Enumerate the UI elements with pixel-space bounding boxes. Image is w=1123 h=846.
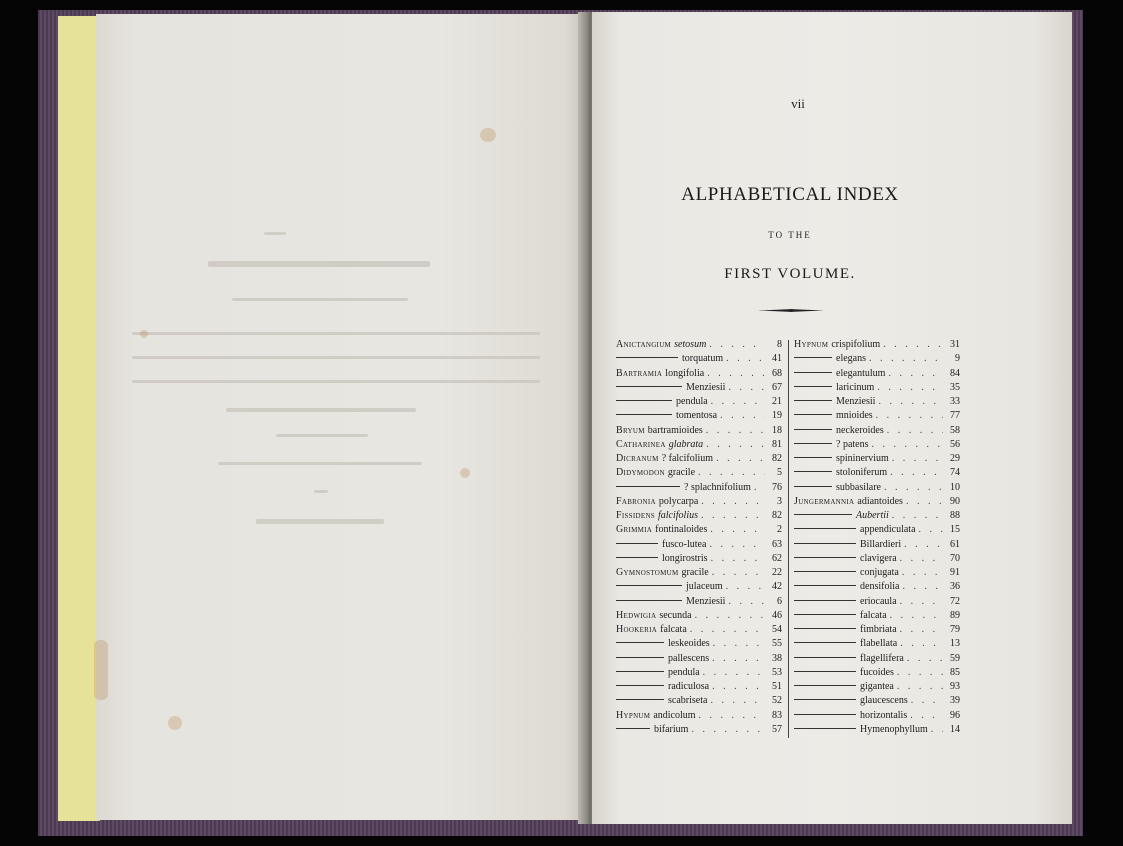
index-entry xyxy=(794,666,960,680)
index-entry xyxy=(616,352,782,366)
dot-leader xyxy=(907,652,943,666)
genus-name: Hedwigia xyxy=(616,609,657,621)
species-name: Billardieri xyxy=(860,538,902,550)
page-reference: 41 xyxy=(772,353,782,365)
dot-leader xyxy=(902,566,943,580)
species-name: flabellata xyxy=(860,638,898,650)
page-reference: 74 xyxy=(950,467,960,479)
dot-leader xyxy=(701,495,765,509)
dot-leader xyxy=(884,481,943,495)
dot-leader xyxy=(707,367,765,381)
page-reference: 21 xyxy=(772,396,782,407)
ditto-dash xyxy=(794,514,852,515)
ditto-dash xyxy=(794,543,856,544)
ditto-dash xyxy=(616,400,672,401)
page-reference: 84 xyxy=(950,367,960,379)
index-entry xyxy=(616,623,782,637)
page-reference: 14 xyxy=(950,723,960,735)
species-name: flagellifera xyxy=(860,652,904,664)
index-entry xyxy=(794,652,960,666)
dot-leader xyxy=(710,694,765,708)
index-entry xyxy=(616,509,782,523)
ditto-dash xyxy=(794,571,856,572)
index-entry xyxy=(616,694,782,708)
dot-leader xyxy=(711,552,765,566)
dot-leader xyxy=(709,538,765,552)
species-name: mnioides xyxy=(836,410,873,422)
genus-name: Gymnostomum xyxy=(616,567,679,578)
dot-leader xyxy=(701,509,765,523)
index-entry xyxy=(794,381,960,395)
ditto-dash xyxy=(794,372,832,373)
dot-leader xyxy=(900,623,943,637)
page-reference: 83 xyxy=(772,709,782,721)
dot-leader xyxy=(699,709,765,723)
page-reference: 82 xyxy=(772,510,782,521)
ditto-dash xyxy=(616,642,664,643)
dot-leader xyxy=(690,623,765,637)
species-name: pendula xyxy=(668,666,700,678)
dot-leader xyxy=(883,338,943,352)
dot-leader xyxy=(911,694,943,708)
title-subtitle: TO THE xyxy=(768,230,812,240)
dot-leader xyxy=(726,352,765,366)
page-reference: 54 xyxy=(772,624,782,635)
dot-leader xyxy=(712,652,765,666)
index-entry xyxy=(616,723,782,737)
page-reference: 53 xyxy=(772,666,782,678)
page-reference: 67 xyxy=(772,381,782,393)
species-name: scabriseta xyxy=(668,695,708,707)
dot-leader xyxy=(892,452,943,466)
dot-leader xyxy=(897,680,943,694)
index-entry xyxy=(616,666,782,680)
page-reference: 93 xyxy=(950,681,960,692)
page-reference: 29 xyxy=(950,453,960,464)
index-entry xyxy=(794,680,960,694)
index-entry xyxy=(794,424,960,438)
species-name: neckeroides xyxy=(836,424,884,436)
dot-leader xyxy=(706,438,765,452)
dot-leader xyxy=(711,395,765,409)
ditto-dash xyxy=(616,557,658,558)
species-name: secunda xyxy=(659,609,692,621)
species-name: ? patens xyxy=(836,438,869,450)
ditto-dash xyxy=(794,400,832,401)
genus-name: Didymodon xyxy=(616,467,665,479)
page-reference: 31 xyxy=(950,339,960,350)
species-name: Menziesii xyxy=(836,396,876,407)
dot-leader xyxy=(691,723,765,737)
species-name: Aubertii xyxy=(856,510,889,521)
species-name: horizontalis xyxy=(860,709,908,721)
page-reference: 35 xyxy=(950,381,960,393)
page-reference: 68 xyxy=(772,367,782,379)
dot-leader xyxy=(728,381,765,395)
genus-name: Jungermannia xyxy=(794,495,855,507)
dot-leader xyxy=(890,466,943,480)
species-name: conjugata xyxy=(860,567,899,578)
page-reference: 5 xyxy=(777,467,782,479)
dot-leader xyxy=(709,338,765,352)
species-name: elegans xyxy=(836,353,866,365)
ditto-dash xyxy=(794,414,832,415)
index-entry xyxy=(616,438,782,452)
ditto-dash xyxy=(616,657,664,658)
species-name: fimbriata xyxy=(860,624,897,635)
ditto-dash xyxy=(616,728,650,729)
species-name: torquatum xyxy=(682,353,724,365)
genus-name: Fissidens xyxy=(616,510,655,521)
ditto-dash xyxy=(794,357,832,358)
ditto-dash xyxy=(616,685,664,686)
ditto-dash xyxy=(616,671,664,672)
dot-leader xyxy=(710,523,765,537)
dot-leader xyxy=(887,424,943,438)
index-entry xyxy=(616,538,782,552)
species-name: adiantoides xyxy=(857,495,903,507)
foxing-spot xyxy=(460,468,470,478)
page-reference: 63 xyxy=(772,538,782,550)
dot-leader xyxy=(720,409,765,423)
index-entry xyxy=(794,566,960,580)
index-entry xyxy=(616,552,782,566)
ditto-dash xyxy=(616,543,658,544)
ditto-dash xyxy=(794,714,856,715)
ditto-dash xyxy=(794,486,832,487)
page-reference: 91 xyxy=(950,567,960,578)
index-entry xyxy=(794,694,960,708)
species-name: longifolia xyxy=(665,367,705,379)
species-name: radiculosa xyxy=(668,681,710,692)
page-reference: 8 xyxy=(777,339,782,350)
page-reference: 79 xyxy=(950,624,960,635)
species-name: longirostris xyxy=(662,552,708,564)
species-name: elegantulum xyxy=(836,367,886,379)
species-name: spininervium xyxy=(836,453,889,464)
index-entry xyxy=(616,566,782,580)
genus-name: Dicranum xyxy=(616,453,659,464)
page-reference: 39 xyxy=(950,695,960,707)
page-reference: 55 xyxy=(772,638,782,650)
page-reference: 70 xyxy=(950,552,960,564)
species-name: falcifolius xyxy=(658,510,698,521)
species-name: stoloniferum xyxy=(836,467,888,479)
index-entry xyxy=(616,495,782,509)
index-entry xyxy=(794,495,960,509)
dot-leader xyxy=(900,552,943,566)
page-reference: 42 xyxy=(772,581,782,593)
index-entry xyxy=(616,637,782,651)
species-name: fucoides xyxy=(860,666,894,678)
dot-leader xyxy=(869,352,943,366)
page-reference: 88 xyxy=(950,510,960,521)
species-name: densifolia xyxy=(860,581,900,593)
genus-name: Fabronia xyxy=(616,495,656,507)
ditto-dash xyxy=(616,386,682,387)
dot-leader xyxy=(890,609,943,623)
column-divider xyxy=(788,340,789,738)
dot-leader xyxy=(877,381,943,395)
index-entry xyxy=(616,466,782,480)
genus-name: Bartramia xyxy=(616,367,663,379)
species-name: gracile xyxy=(667,467,696,479)
page-reference: 2 xyxy=(777,524,782,536)
index-entry xyxy=(616,338,782,352)
index-entry xyxy=(794,481,960,495)
dot-leader xyxy=(902,580,943,594)
species-name: subbasilare xyxy=(836,481,881,493)
ditto-dash xyxy=(794,557,856,558)
ditto-dash xyxy=(794,628,856,629)
genus-name: Hypnum xyxy=(794,339,829,350)
page-reference: 3 xyxy=(777,495,782,507)
species-name: tomentosa xyxy=(676,410,718,422)
index-entry xyxy=(794,438,960,452)
ditto-dash xyxy=(794,728,856,729)
dot-leader xyxy=(888,367,943,381)
species-name: ? falcifolium xyxy=(661,453,714,464)
dot-leader xyxy=(904,538,943,552)
left-page xyxy=(96,14,584,820)
dot-leader xyxy=(876,409,943,423)
index-entry xyxy=(616,395,782,409)
dot-leader xyxy=(897,666,943,680)
page-reference: 6 xyxy=(777,595,782,607)
ditto-dash xyxy=(794,657,856,658)
ditto-dash xyxy=(616,600,682,601)
species-name: leskeoides xyxy=(668,638,710,650)
genus-name: Hypnum xyxy=(616,709,651,721)
species-name: glabrata xyxy=(668,438,704,450)
page-reference: 15 xyxy=(950,524,960,536)
page-reference: 52 xyxy=(772,695,782,707)
index-entry xyxy=(794,338,960,352)
species-name: andicolum xyxy=(653,709,696,721)
dot-leader xyxy=(703,666,765,680)
index-entry xyxy=(794,352,960,366)
index-entry xyxy=(794,523,960,537)
species-name: eriocaula xyxy=(860,595,897,607)
page-reference: 85 xyxy=(950,666,960,678)
index-entry xyxy=(616,367,782,381)
genus-name: Catharinea xyxy=(616,438,666,450)
page-reference: 38 xyxy=(772,652,782,664)
dot-leader xyxy=(910,709,943,723)
page-reference: 62 xyxy=(772,552,782,564)
index-entry xyxy=(616,424,782,438)
foxing-spot xyxy=(140,330,148,338)
page-reference: 22 xyxy=(772,567,782,578)
page-reference: 9 xyxy=(955,353,960,365)
page-reference: 51 xyxy=(772,681,782,692)
dot-leader xyxy=(900,595,943,609)
index-entry xyxy=(794,552,960,566)
ditto-dash xyxy=(794,699,856,700)
dot-leader xyxy=(712,566,765,580)
genus-name: Bryum xyxy=(616,424,645,436)
index-entry xyxy=(794,538,960,552)
page-reference: 89 xyxy=(950,609,960,621)
page-reference: 58 xyxy=(950,424,960,436)
ditto-dash xyxy=(794,457,832,458)
page-reference: 72 xyxy=(950,595,960,607)
dot-leader xyxy=(695,609,765,623)
page-reference: 36 xyxy=(950,581,960,593)
index-entry xyxy=(794,452,960,466)
dot-leader xyxy=(900,637,943,651)
species-name: fusco-lutea xyxy=(662,538,707,550)
page-number: vii xyxy=(791,96,805,111)
page-reference: 96 xyxy=(950,709,960,721)
ditto-dash xyxy=(616,414,672,415)
index-entry xyxy=(616,580,782,594)
species-name: crispifolium xyxy=(831,339,881,350)
page-reference: 19 xyxy=(772,410,782,422)
genus-name: Hookeria xyxy=(616,624,658,635)
page-reference: 57 xyxy=(772,723,782,735)
dot-leader xyxy=(706,424,765,438)
ditto-dash xyxy=(616,486,680,487)
page-reference: 56 xyxy=(950,438,960,450)
page-reference: 46 xyxy=(772,609,782,621)
species-name: polycarpa xyxy=(658,495,699,507)
ditto-dash xyxy=(794,429,832,430)
index-entry xyxy=(616,609,782,623)
index-entry xyxy=(794,623,960,637)
page-reference: 59 xyxy=(950,652,960,664)
dot-leader xyxy=(716,452,765,466)
dot-leader xyxy=(919,523,943,537)
index-entry xyxy=(616,709,782,723)
dot-leader xyxy=(872,438,944,452)
ditto-dash xyxy=(794,600,856,601)
ditto-dash xyxy=(616,699,664,700)
page-reference: 81 xyxy=(772,438,782,450)
dot-leader xyxy=(906,495,943,509)
dot-leader xyxy=(892,509,943,523)
page-reference: 82 xyxy=(772,453,782,464)
index-entry xyxy=(794,709,960,723)
index-entry xyxy=(794,509,960,523)
page-reference: 77 xyxy=(950,410,960,422)
index-entry xyxy=(794,609,960,623)
species-name: Menziesii xyxy=(686,381,726,393)
page-reference: 18 xyxy=(772,424,782,436)
ditto-dash xyxy=(794,585,856,586)
endpaper xyxy=(58,16,100,821)
index-entry xyxy=(616,652,782,666)
index-column-right xyxy=(794,338,960,737)
species-name: Menziesii xyxy=(686,595,726,607)
ditto-dash xyxy=(794,386,832,387)
index-entry xyxy=(616,595,782,609)
index-entry xyxy=(616,680,782,694)
species-name: pendula xyxy=(676,396,708,407)
ditto-dash xyxy=(794,471,832,472)
page-reference: 13 xyxy=(950,638,960,650)
ditto-dash xyxy=(794,528,856,529)
species-name: gigantea xyxy=(860,681,894,692)
genus-name: Grimmia xyxy=(616,524,653,536)
dot-leader xyxy=(754,481,765,495)
foxing-spot xyxy=(480,128,496,142)
species-name: setosum xyxy=(674,339,707,350)
species-name: Hymenophyllum xyxy=(860,723,928,735)
page-reference: 61 xyxy=(950,538,960,550)
species-name: appendiculata xyxy=(860,524,916,536)
page-reference: 76 xyxy=(772,481,782,493)
page-reference: 90 xyxy=(950,495,960,507)
species-name: clavigera xyxy=(860,552,897,564)
species-name: fontinaloides xyxy=(655,524,708,536)
volume-heading: FIRST VOLUME. xyxy=(724,266,856,282)
index-entry xyxy=(794,723,960,737)
index-column-left xyxy=(616,338,782,737)
index-entry xyxy=(616,381,782,395)
dot-leader xyxy=(728,595,765,609)
species-name: falcata xyxy=(860,609,887,621)
species-name: pallescens xyxy=(668,652,710,664)
foxing-spot xyxy=(94,640,108,700)
species-name: laricinum xyxy=(836,381,875,393)
index-entry xyxy=(794,580,960,594)
index-entry xyxy=(794,637,960,651)
ditto-dash xyxy=(794,443,832,444)
ditto-dash xyxy=(794,685,856,686)
species-name: bifarium xyxy=(654,723,689,735)
index-entry xyxy=(616,452,782,466)
ditto-dash xyxy=(794,642,856,643)
index-entry xyxy=(794,367,960,381)
ditto-dash xyxy=(794,671,856,672)
species-name: bartramioides xyxy=(647,424,703,436)
index-entry xyxy=(616,523,782,537)
genus-name: Anictangium xyxy=(616,339,672,350)
ditto-dash xyxy=(616,357,678,358)
dot-leader xyxy=(726,580,765,594)
dot-leader xyxy=(878,395,943,409)
index-entry xyxy=(794,409,960,423)
species-name: julaceum xyxy=(686,581,723,593)
page-title: ALPHABETICAL INDEX xyxy=(681,184,899,205)
dot-leader xyxy=(698,466,765,480)
dot-leader xyxy=(931,723,943,737)
index-entry xyxy=(794,595,960,609)
index-entry xyxy=(616,409,782,423)
index-entry xyxy=(794,395,960,409)
index-entry xyxy=(616,481,782,495)
foxing-spot xyxy=(168,716,182,730)
dot-leader xyxy=(713,637,765,651)
species-name: falcata xyxy=(660,624,687,635)
page-reference: 10 xyxy=(950,481,960,493)
species-name: ? splachnifolium xyxy=(684,481,751,493)
page-reference: 33 xyxy=(950,396,960,407)
species-name: gracile xyxy=(681,567,709,578)
index-entry xyxy=(794,466,960,480)
ditto-dash xyxy=(794,614,856,615)
species-name: glaucescens xyxy=(860,695,908,707)
ditto-dash xyxy=(616,585,682,586)
dot-leader xyxy=(712,680,765,694)
